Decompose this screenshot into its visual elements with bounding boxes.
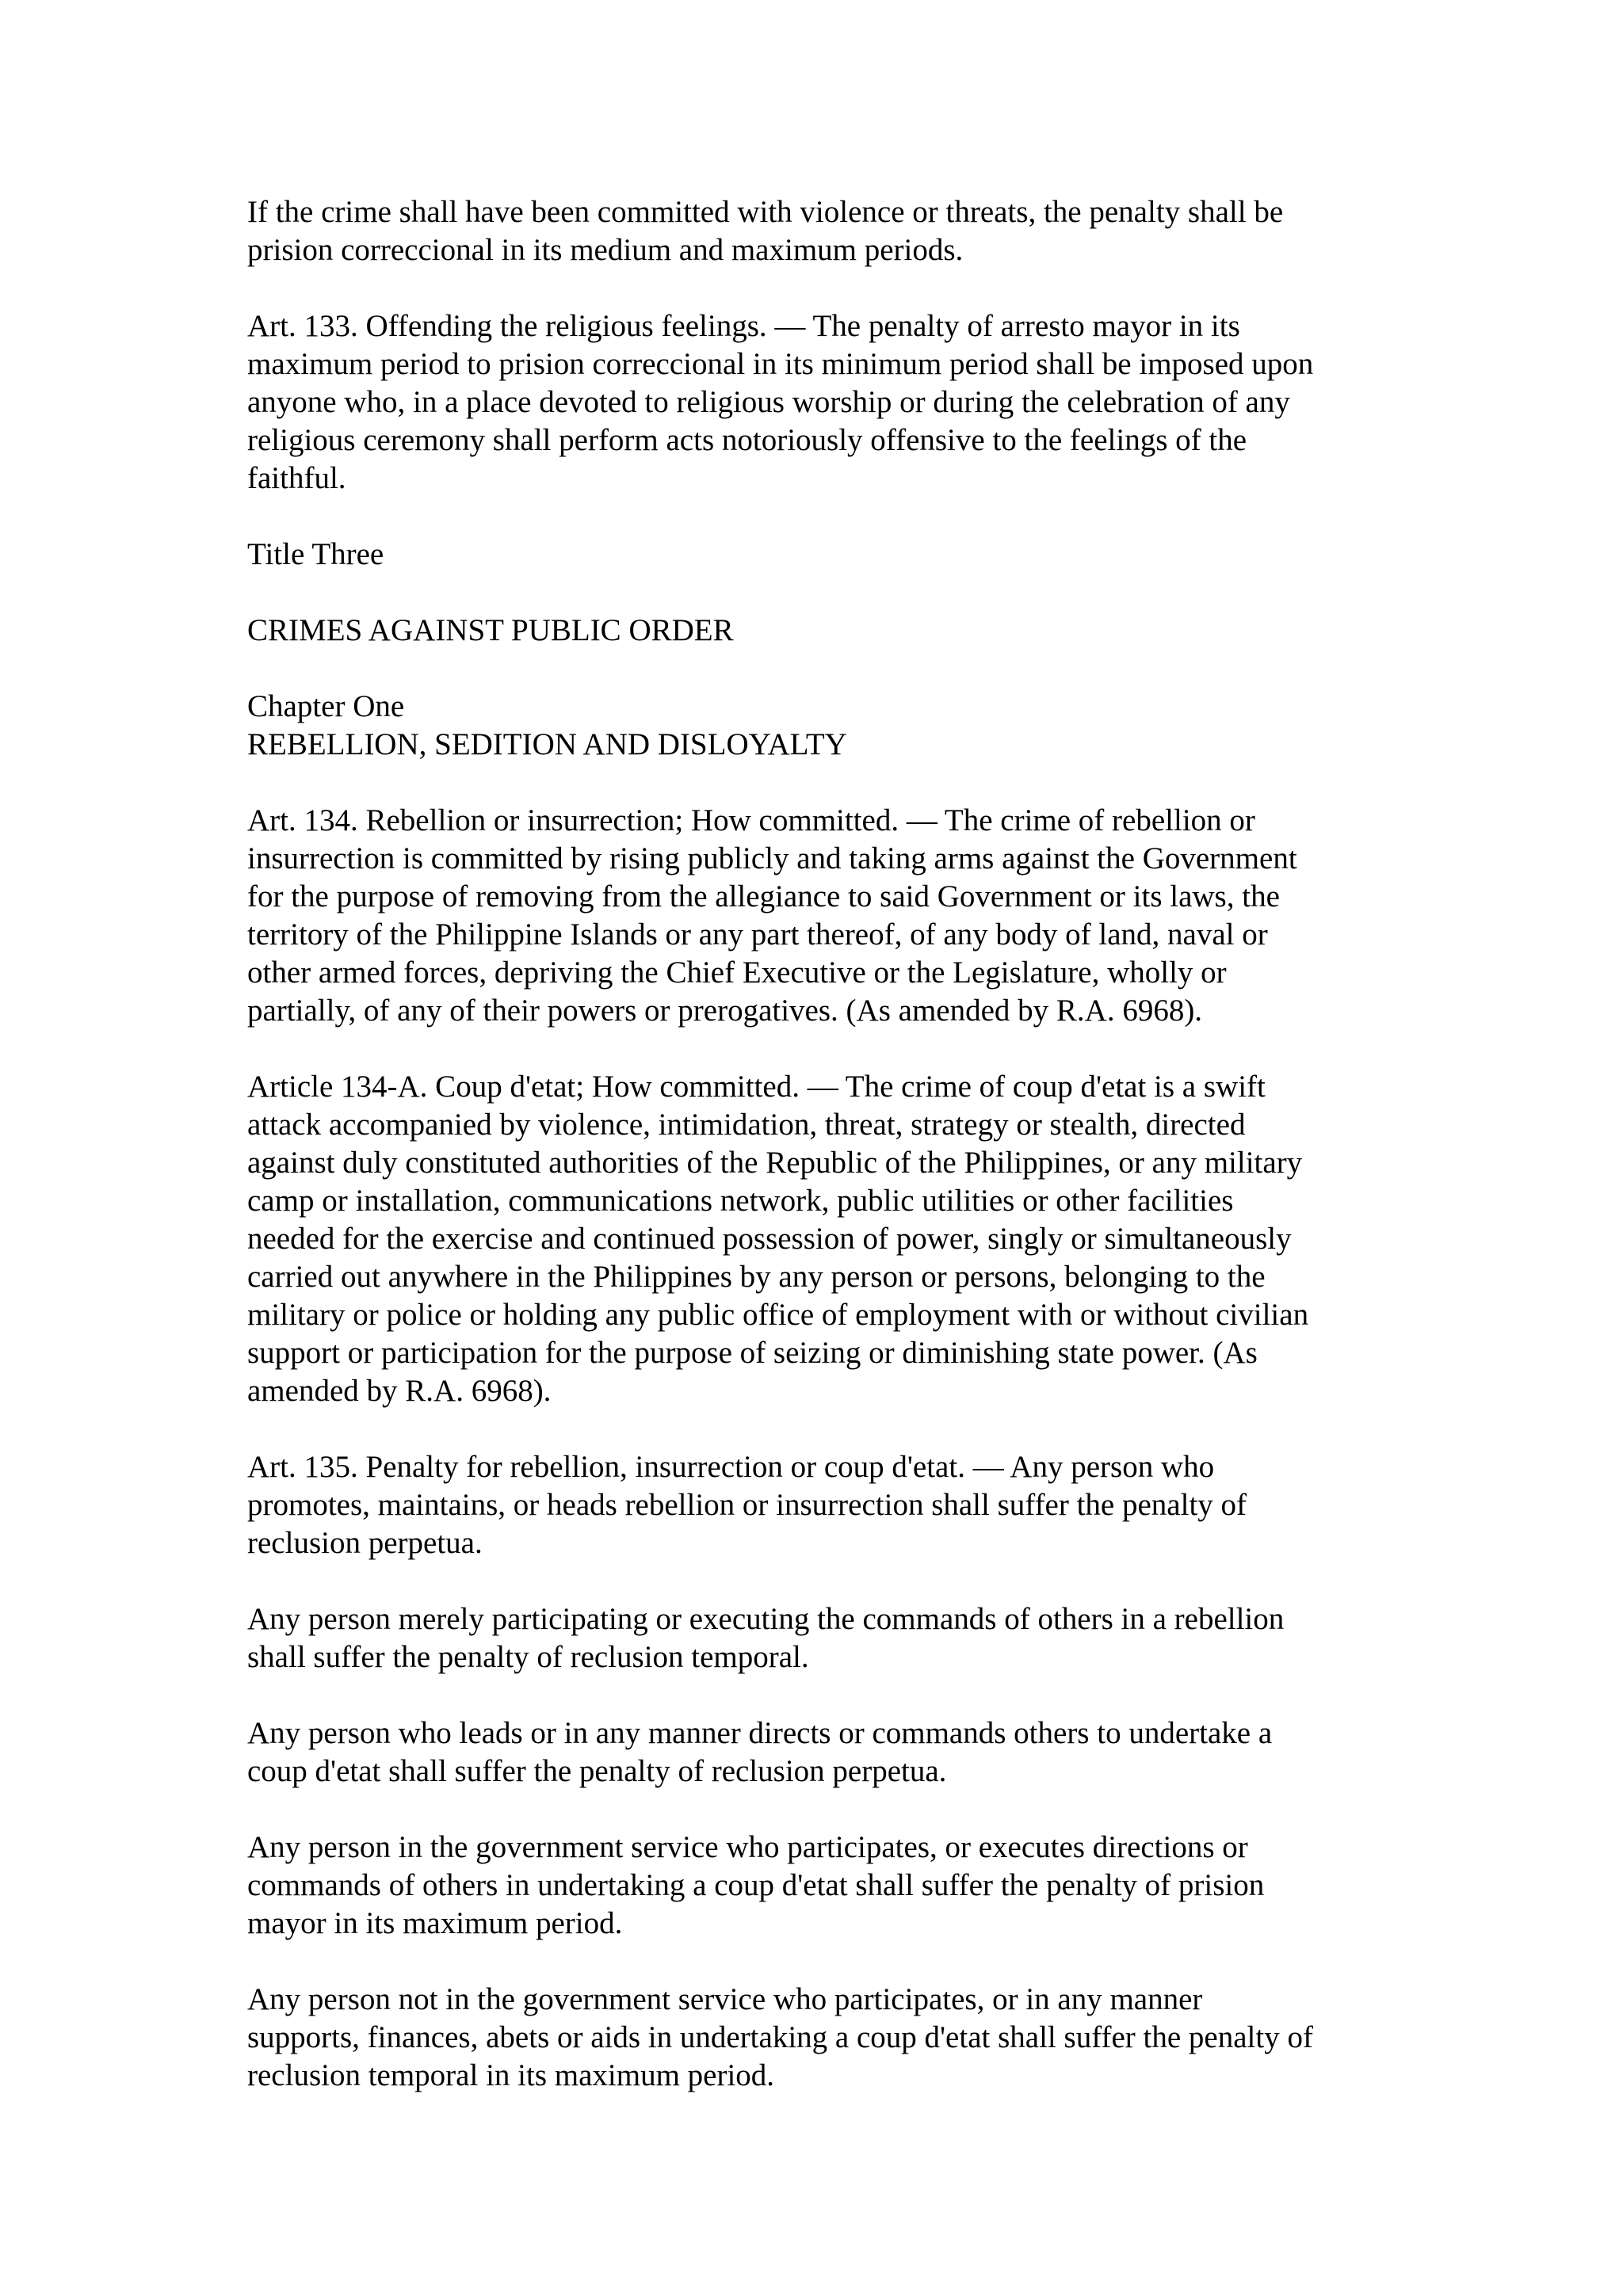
title-name: CRIMES AGAINST PUBLIC ORDER [247, 613, 734, 647]
article-135: Art. 135. Penalty for rebellion, insurrection or coup d'etat. — Any person who promotes, maintains, or heads rebellion or insurrection shall suffer the penalty of reclusion perpetua. [247, 1450, 1247, 1560]
paragraph-coup-leaders: Any person who leads or in any manner directs or commands others to undertake a coup d'etat shall suffer the penalty of reclusion perpetua. [247, 1716, 1273, 1788]
article-134: Art. 134. Rebellion or insurrection; How committed. — The crime of rebellion or insurrection is committed by rising publicly and taking arms against the Government for the purpose of removing from the allegiance to said Government or its laws, the territory of the Philippine Islands or any part thereof, of any body of land, naval or other armed forces, depriving the Chief Executive or the Legislature, wholly or partially, of any of their powers or prerogatives. (As amended by R.A. 6968). [247, 803, 1297, 1028]
title-heading: Title Three [247, 537, 384, 571]
paragraph-non-government-participants: Any person not in the government service who participates, or in any manner supports, finances, abets or aids in undertaking a coup d'etat shall suffer the penalty of reclusion temporal in its maximum period. [247, 1982, 1313, 2092]
article-134-a: Article 134-A. Coup d'etat; How committed. — The crime of coup d'etat is a swift attack accompanied by violence, intimidation, threat, strategy or stealth, directed against duly constituted authorities of the Republic of the Philippines, or any military camp or installation, communications network, public utilities or other facilities needed for the exercise and continued possession of power, singly or simultaneously carried out anywhere in the Philippines by any person or persons, belonging to the military or police or holding any public office of employment with or without civilian support or participation for the purpose of seizing or diminishing state power. (As amended by R.A. 6968). [247, 1070, 1309, 1408]
article-133: Art. 133. Offending the religious feelings. — The penalty of arresto mayor in its maximum period to prision correccional in its minimum period shall be imposed upon anyone who, in a place devoted to religious worship or during the celebration of any religious ceremony shall perform acts notoriously offensive to the feelings of the faithful. [247, 309, 1314, 495]
paragraph-rebellion-participants: Any person merely participating or executing the commands of others in a rebellion shall suffer the penalty of reclusion temporal. [247, 1602, 1285, 1674]
paragraph-violence-penalty: If the crime shall have been committed with violence or threats, the penalty shall be prision correccional in its medium and maximum periods. [247, 195, 1284, 267]
chapter-heading: Chapter One REBELLION, SEDITION AND DISLOYALTY [247, 689, 847, 761]
document-body [247, 193, 1396, 2133]
paragraph-government-participants: Any person in the government service who participates, or executes directions or commands of others in undertaking a coup d'etat shall suffer the penalty of prision mayor in its maximum period. [247, 1830, 1265, 1940]
